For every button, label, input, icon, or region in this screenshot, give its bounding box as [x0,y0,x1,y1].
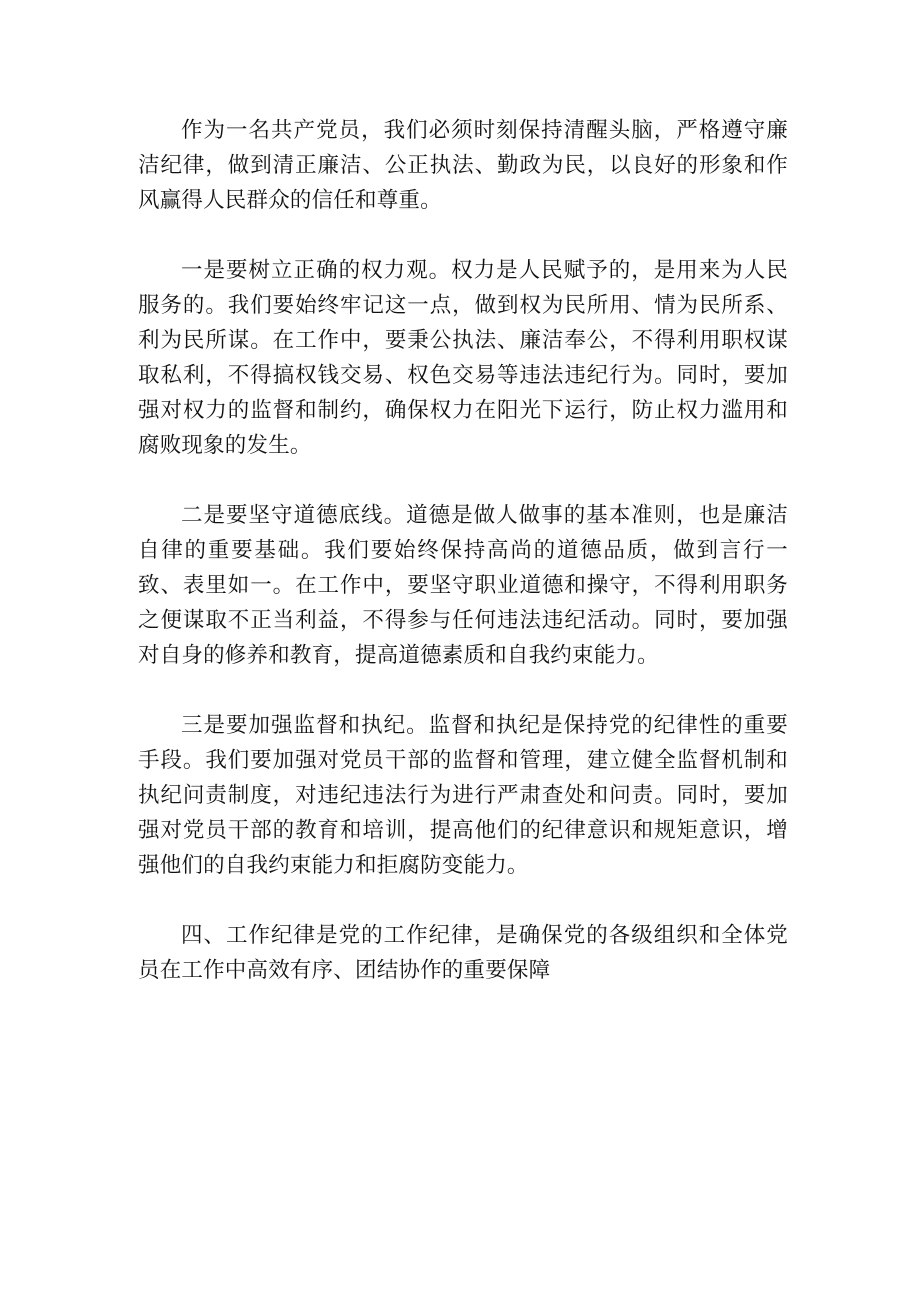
paragraph-power-view: 一是要树立正确的权力观。权力是人民赋予的，是用来为人民服务的。我们要始终牢记这一点，做到权为民所用、情为民所系、利为民所谋。在工作中，要秉公执法、廉洁奉公，不得利用职权谋取私利，不得搞权钱交易、权色交易等违法违纪行为。同时，要加强对权力的监督和制约，确保权力在阳光下运行，防止权力滥用和腐败现象的发生。 [138,258,788,458]
paragraph-intro: 作为一名共产党员，我们必须时刻保持清醒头脑，严格遵守廉洁纪律，做到清正廉洁、公正执法、勤政为民，以良好的形象和作风赢得人民群众的信任和尊重。 [138,118,788,213]
paragraph-supervision-discipline: 三是要加强监督和执纪。监督和执纪是保持党的纪律性的重要手段。我们要加强对党员干部的监督和管理，建立健全监督机制和执纪问责制度，对违纪违法行为进行严肃查处和问责。同时，要加强对党员干部的教育和培训，提高他们的纪律意识和规矩意识，增强他们的自我约束能力和拒腐防变能力。 [138,713,788,878]
paragraph-work-discipline: 四、工作纪律是党的工作纪律，是确保党的各级组织和全体党员在工作中高效有序、团结协作的重要保障 [138,923,788,983]
paragraph-moral-bottom-line: 二是要坚守道德底线。道德是做人做事的基本准则，也是廉洁自律的重要基础。我们要始终保持高尚的道德品质，做到言行一致、表里如一。在工作中，要坚守职业道德和操守，不得利用职务之便谋取不正当利益，不得参与任何违法违纪活动。同时，要加强对自身的修养和教育，提高道德素质和自我约束能力。 [138,503,788,668]
document-body [138,113,788,988]
